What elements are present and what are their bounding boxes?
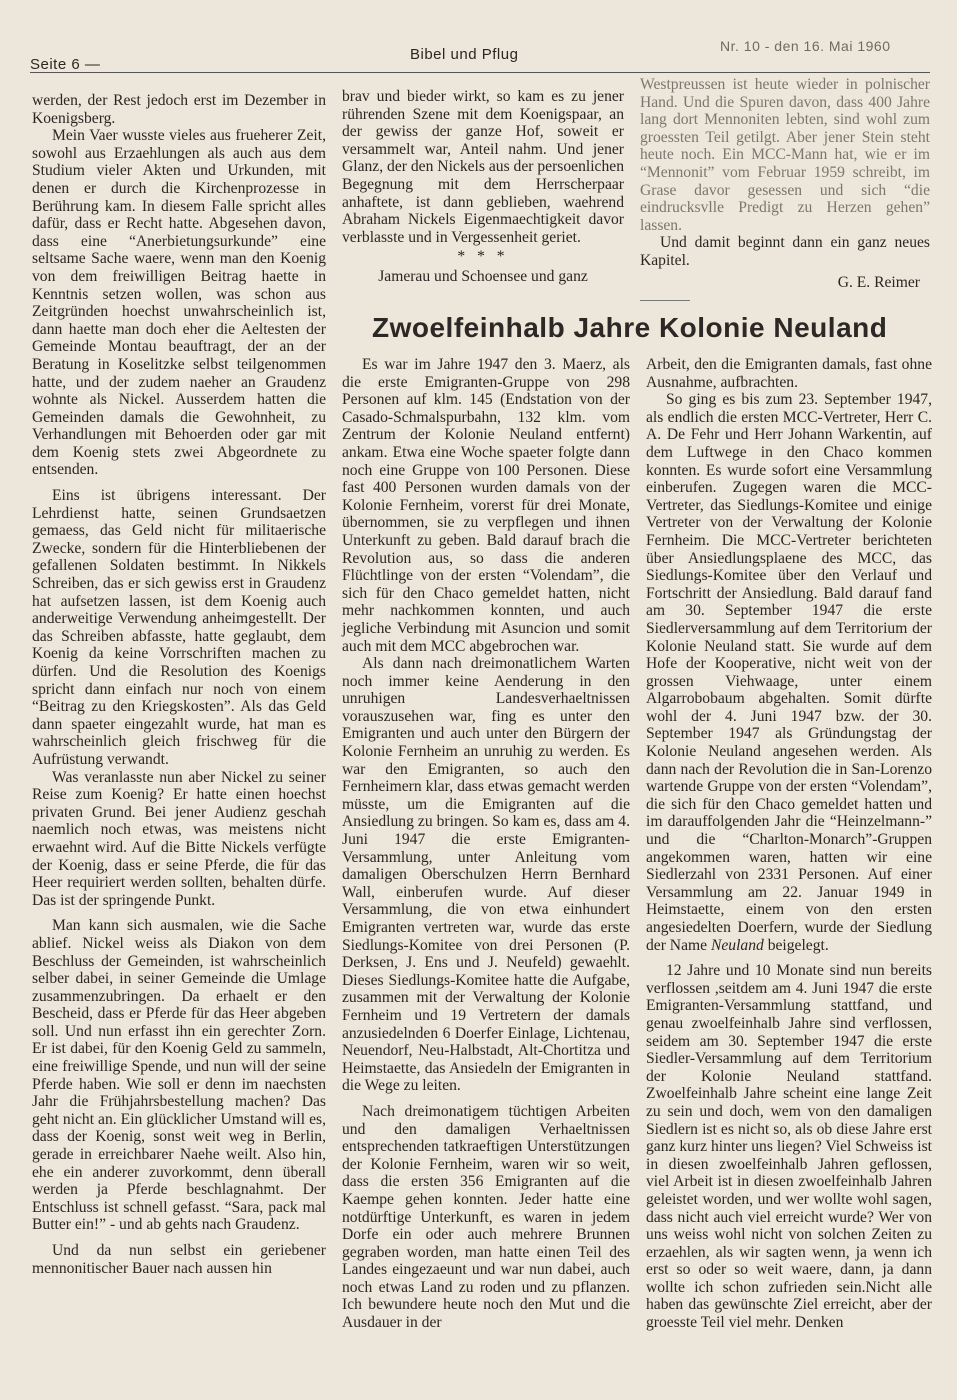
page-number: Seite 6 — [30, 56, 101, 73]
colony-name: Neuland [710, 936, 764, 954]
section-divider [640, 300, 690, 301]
paragraph: Es war im Jahre 1947 den 3. Maerz, als die erste Emigranten-Gruppe von 298 Personen auf klm. 145 (Endstation von der Casado-Schmalspurbahn, 132 klm. vom Zentrum der Kolonie Neuland entfernt) ankam. Etwa eine Woche spaeter folgte dann noch eine Gruppe von 100 Personen. Diese fast 400 Personen wurden damals von der Kolonie Fernheim, vorerst für drei Monate, übernommen, sie zu verpflegen und ihnen Unterkunft zu geben. Bald darauf brach die Revolution aus, so dass die anderen Flüchtlinge von der ersten “Volendam”, die sich für den Chaco gemeldet hatten, nicht mehr nachkommen konnten, und auch jegliche Verbindung mit Asuncion und somit auch mit dem MCC abgebrochen war. [342, 356, 630, 655]
column-middle-bottom [342, 356, 630, 1332]
paragraph: werden, der Rest jedoch erst im Dezember in Koenigsberg. [32, 92, 326, 127]
paragraph [646, 391, 932, 954]
paragraph: Und damit beginnt dann ein ganz neues Kapitel. [640, 234, 930, 269]
column-right-bottom [646, 356, 932, 1332]
paragraph: Jamerau und Schoensee und ganz [378, 267, 588, 285]
issue-date: Nr. 10 - den 16. Mai 1960 [720, 38, 891, 54]
paragraph: Eins ist übrigens interessant. Der Lehrdienst hatte, seinen Grundsaetzen gemaess, das Geld nicht für militaerische Zwecke, sondern für die Hinterbliebenen der gefallenen Soldaten bestimmt. In Nikkels Schreiben, das er sich gewiss erst in Graudenz hat aufsetzen lassen, ist dem Koenig auch anderweitige Verwendung anheimgestellt. Der das Schreiben abfasste, hatte geglaubt, dem Koenig da keine Vorrschriften machen zu dürfen. Und die Resolution des Koenigs spricht dann einfach nur noch von einem “Beitrag zu den Kriegskosten”. Als das Geld dann spaeter eingezahlt wurde, hat man es wahrscheinlich gleich frischweg für die Aufrüstung verwandt. [32, 487, 326, 768]
paragraph: Arbeit, den die Emigranten damals, fast ohne Ausnahme, aufbrachten. [646, 356, 932, 391]
paragraph: Und da nun selbst ein geriebener mennonitischer Bauer nach aussen hin [32, 1242, 326, 1277]
paragraph: Man kann sich ausmalen, wie die Sache ablief. Nickel weiss als Diakon von dem Beschluss der Gemeinden, ist wahrscheinlich selber dabei, in seiner Gemeinde die Umlage zusammenzubringen. Da erhaelt er den Bescheid, dass er Pferde für das Heer abgeben soll. Und nun erfasst ihn ein gerechter Zorn. Er ist dabei, für den Koenig Geld zu sammeln, eine freiwillige Spende, und nun will der seine Pferde haben. Wie soll er denn im naechsten Jahr die Frühjahrsbestellung machen? Das geht nicht an. Ein glücklicher Umstand will es, dass der Koenig, sonst weit weg in Berlin, gerade in erreichbarer Naehe weilt. Also hin, ehe ein anderer zuvorkommt, denn überall werden ja Pferde beschlagnahmt. Der Entschluss ist schnell gefasst. “Sara, pack mal Butter ein!” - und ab gehts nach Graudenz. [32, 917, 326, 1234]
paragraph: Als dann nach dreimonatlichem Warten noch immer keine Aenderung in den unruhigen Landesverhaeltnissen vorauszusehen war, fing es unter den Emigranten und auch unter den Bürgern der Kolonie Fernheim an unruhig zu werden. Es war den Emigranten, so auch den Fernheimern klar, dass etwas gemacht werden müsste, um die Emigranten auf die Ansiedlung zu bringen. So kam es, dass am 4. Juni 1947 die erste Emigranten-Versammlung, unter Anleitung vom damaligen Oberschulzen Herrn Bernhard Wall, einberufen wurde. Auf dieser Versammlung, die von etwa einhundert Emigranten vertreten war, wurde das erste Siedlungs-Komitee von drei Personen (P. Derksen, J. Ens und J. Neufeld) gewaehlt. Dieses Siedlungs-Komitee hatte die Aufgabe, zusammen mit der Verwaltung der Kolonie Fernheim und 19 Vertretern der damals anzusiedelnden 6 Doerfer Einlage, Lichtenau, Neuendorf, Neu-Halbstadt, Alt-Chortitza und Heimstaette, das Ansiedeln der Emigranten in die Wege zu leiten. [342, 655, 630, 1095]
section-separator: * * * [457, 248, 509, 266]
paragraph: Nach dreimonatigem tüchtigen Arbeiten und den damaligen Verhaeltnissen entsprechenden tatkraeftigen Unterstützungen der Kolonie Fernheim, waren wir so weit, dass die ersten 356 Emigranten auf die Kaempe gehen konnten. Jeder hatte eine notdürftige Unterkunft, es waren in jedem Dorfe ein oder auch mehrere Brunnen gegraben worden, man hatte einen Teil des Landes eingezaeunt und war nun dabei, auch noch etwas Land zu roden und zu pflanzen. Ich bewundere heute noch den Mut und die Ausdauer in der [342, 1102, 630, 1332]
header-rule [30, 72, 930, 73]
paragraph: Mein Vaer wusste vieles aus frueherer Zeit, sowohl aus Erzaehlungen als auch aus dem Studium vieler Akten und Urkunden, mit denen er durch die Kirchenprozesse in Berührung kam. In diesem Falle spricht alles dafür, dass er Recht hatte. Abgesehen davon, dass eine “Anerbietungsurkunde” eine seltsame Sache waere, wenn man den Koenig von dem freiwilligen Beitrag haette in Kenntnis setzen wollen, was schon aus Zeitgründen hoechst unwahrscheinlich ist, dann haette man doch eher die Aeltesten der Gemeinde Montau beauftragt, der an der Beratung in Koselitzke selbst teilgenommen hatte, und der zudem naeher an Graudenz wohnte als Nickel. Ausserdem hatten die Gemeinden damals die Gewohnheit, zu Verhandlungen mit Behoerden oder gar mit dem Koenig stets zwei Abgeordnete zu entsenden. [32, 127, 326, 479]
article-headline: Zwoelfeinhalb Jahre Kolonie Neuland [372, 312, 888, 343]
column-middle-top [342, 88, 624, 286]
paragraph-text: So ging es bis zum 23. September 1947, als endlich die ersten MCC-Vertreter, Herr C. A. De Fehr und Herr Johann Warkentin, auf dem Luftwege in den Chaco kommen konnten. Es wurde sofort eine Versammlung einberufen. Zugegen waren die MCC-Vertreter, das Siedlungs-Komitee und einige Vertreter von der Verwaltung der Kolonie Fernheim. Die MCC-Vertreter berichteten über Ansiedlungsplaene des MCC, das Siedlungs-Komitee über den Verlauf und Fortschritt der Ansiedlung. Bald darauf fand am 30. September 1947 die erste Siedlerversammlung auf dem Territorium der Kolonie Neuland statt. Sie wurde auf dem Hofe der Kooperative, nicht weit von der grossen Viehwaage, unter einem Algarrobobaum abgehalten. Somit dürfte wohl der 4. Juni 1947 bzw. der 30. September 1947 als Gründungstag der Kolonie Neuland angesehen werden. Als dann nach der Revolution die in San-Lorenzo wartende Gruppe von der ersten “Volendam”, die sich für den Chaco gemeldet hatten und im darauffolgenden Jahr die “Heinzelmann-” und die “Charlton-Monarch”-Gruppen angekommen waren, hatten wir eine Siedlerzahl von 2331 Personen. Auf einer Versammlung am 22. Januar 1949 in Heimstaette, einem von den ersten angesiedelten Doerfern, wurde der Siedlung der Name [646, 391, 932, 954]
paragraph-end: beigelegt. [763, 936, 829, 954]
paragraph: Westpreussen ist heute wieder in polnischer Hand. Und die Spuren davon, dass 400 Jahre lang dort Mennoniten lebten, sind wohl zum groessten Teil getilgt. Aber jener Stein steht heute noch. Ein MCC-Mann hat, wie er im “Mennonit” vom Februar 1959 schreibt, im Grase davor gesessen und sich “die eindrucksvlle Predigt zu Herzen gehen” lassen. [640, 76, 930, 234]
paragraph: 12 Jahre und 10 Monate sind nun bereits verflossen ,seitdem am 4. Juni 1947 die erste Emigranten-Versammlung stattfand, und genau zwoelfeinhalb Jahre sind verflossen, seidem am 30. September 1947 die erste Siedler-Versammlung auf dem Territorium der Kolonie Neuland stattfand. Zwoelfeinhalb Jahre scheint eine lange Zeit zu sein und doch, wem von den damaligen Siedlern ist es nicht so, als ob diese Jahre erst ganz kurz hinter uns liegen? Viel Schweiss ist in diesen zwoelfeinhalb Jahren geflossen, viel Arbeit ist in diesen zwoelfeinhalb Jahren geleistet worden, und wer wollte wohl sagen, dass nicht auch viel erreicht wurde? Wer von uns weiss wohl nicht von solchen Zeiten zu erzaehlen, als wir sagten wenn, ja wenn ich erst so oder so weit waere, dann, ja dann wollte ich schon zufrieden sein.Nicht alle haben das gewünschte Ziel erreicht, aber der groesste Teil viel mehr. Denken [646, 962, 932, 1332]
paragraph: brav und bieder wirkt, so kam es zu jener rührenden Szene mit dem Koenigspaar, an der gewiss der ganze Hof, soweit er versammelt war, Anteil nahm. Und jener Glanz, der den Nickels aus der persoenlichen Begegnung mit dem Herrscherpaar anhaftete, ist dann geblieben, waehrend Abraham Nickels Eigenmaechtigkeit davor verblasste und in Vergessenheit geriet. [342, 88, 624, 246]
paragraph: Was veranlasste nun aber Nickel zu seiner Reise zum Koenig? Er hatte einen hoechst privaten Grund. Bei jener Audienz geschah naemlich noch etwas, was meistens nicht erwaehnt wird. Auf die Bitte Nickels verfügte der Koenig, dass er seine Pferde, die für das Heer requiriert werden sollten, behalten dürfe. Das ist der springende Punkt. [32, 768, 326, 909]
author-signature: G. E. Reimer [837, 273, 920, 291]
publication-title: Bibel und Pflug [410, 46, 519, 63]
column-left [32, 92, 326, 1277]
column-right-top [640, 76, 930, 291]
